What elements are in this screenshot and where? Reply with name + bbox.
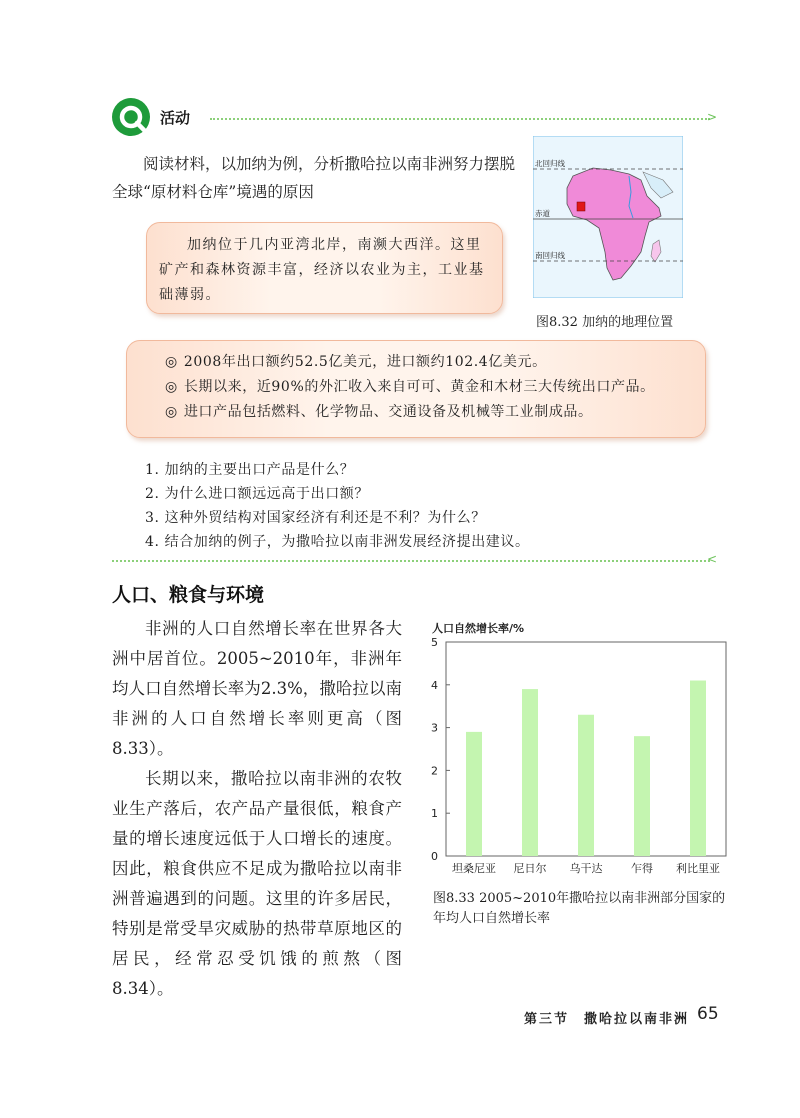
body-paragraph-1: 非洲的人口自然增长率在世界各大洲中居首位。2005~2010年，非洲年均人口自然增长率为2.3%，撒哈拉以南非洲的人口自然增长率则更高（图8.33）。	[112, 619, 402, 758]
chevron-right-icon: >	[707, 110, 718, 124]
question-item: 1. 加纳的主要出口产品是什么？	[145, 462, 355, 478]
activity-divider-top	[210, 118, 710, 120]
chart-caption: 图8.33 2005~2010年撒哈拉以南非洲部分国家的年均人口自然增长率	[433, 891, 726, 926]
chart-x-tick-label: 乌干达	[569, 862, 603, 875]
africa-location-map	[533, 136, 683, 298]
bullet-icon: ◎	[165, 354, 178, 370]
trade-info-list	[165, 350, 655, 425]
chart-y-tick-label: 5	[431, 636, 438, 649]
chart-x-tick-label: 乍得	[631, 862, 653, 875]
chart-x-tick-label: 利比里亚	[676, 862, 720, 875]
chart-y-tick-label: 1	[431, 807, 438, 821]
chart-x-tick-label: 尼日尔	[513, 862, 547, 875]
chart-y-tick-label: 4	[431, 678, 438, 692]
chart-y-tick-label: 3	[431, 721, 438, 735]
question-item: 4. 结合加纳的例子，为撒哈拉以南非洲发展经济提出建议。	[145, 534, 530, 550]
trade-info-box	[126, 340, 706, 438]
ghana-info-box	[146, 222, 503, 314]
chart-y-axis-label: 人口自然增长率/%	[432, 622, 525, 635]
ghana-info-text: 加纳位于几内亚湾北岸，南濒大西洋。这里矿产和森林资源丰富，经济以农业为主，工业基础薄弱。	[159, 237, 485, 303]
chart-bar	[466, 732, 482, 856]
tropic-south-label: 南回归线	[535, 251, 565, 260]
list-item: ◎ 长期以来，近90%的外汇收入来自可可、黄金和木材三大传统出口产品。	[165, 379, 655, 395]
footer-section-title: 第三节 撒哈拉以南非洲	[524, 1012, 690, 1027]
chart-bar	[690, 681, 706, 856]
bullet-icon: ◎	[165, 379, 178, 395]
activity-title: 活动	[160, 109, 191, 127]
question-item: 2. 为什么进口额远远高于出口额？	[145, 486, 370, 502]
activity-questions	[145, 458, 530, 554]
bullet-icon: ◎	[165, 404, 178, 420]
growth-rate-bar-chart	[418, 614, 728, 884]
chevron-left-icon: <	[707, 552, 718, 566]
equator-label: 赤道	[535, 209, 550, 218]
activity-divider-bottom	[112, 560, 710, 562]
chart-bar	[522, 689, 538, 856]
chart-y-tick-label: 0	[431, 850, 438, 863]
section-heading: 人口、粮食与环境	[112, 584, 265, 606]
tropic-north-label: 北回归线	[535, 159, 565, 168]
ghana-highlight	[577, 202, 585, 211]
chart-bar	[578, 715, 594, 856]
chart-bar	[634, 736, 650, 856]
map-caption: 图8.32 加纳的地理位置	[536, 315, 674, 330]
chart-x-tick-label: 坦桑尼亚	[452, 862, 496, 875]
body-paragraph-2: 长期以来，撒哈拉以南非洲的农牧业生产落后，农产品产量很低，粮食产量的增长速度远低于人口增长的速度。因此，粮食供应不足成为撒哈拉以南非洲普遍遇到的问题。这里的许多居民，特别是常受旱灾威胁的热带草原地区的居民，经常忍受饥饿的煎熬（图8.34）。	[112, 769, 402, 998]
question-item: 3. 这种外贸结构对国家经济有利还是不利？为什么？	[145, 510, 486, 526]
page-number: 65	[697, 1004, 719, 1024]
list-item: ◎ 2008年出口额约52.5亿美元，进口额约102.4亿美元。	[165, 354, 547, 370]
activity-magnifier-icon	[110, 96, 154, 140]
chart-y-tick-label: 2	[431, 764, 438, 778]
list-item: ◎ 进口产品包括燃料、化学物品、交通设备及机械等工业制成品。	[165, 404, 593, 420]
activity-intro: 阅读材料，以加纳为例，分析撒哈拉以南非洲努力摆脱全球“原材料仓库”境遇的原因	[112, 155, 516, 201]
